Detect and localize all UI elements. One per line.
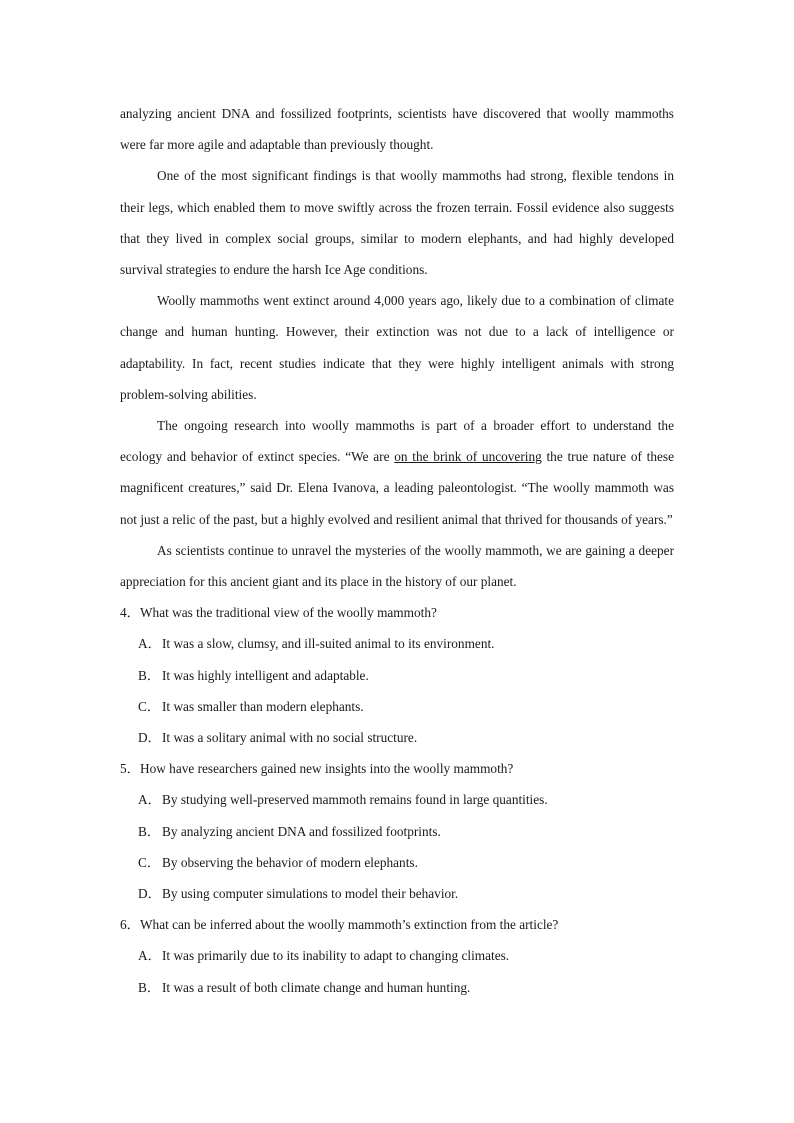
- option-letter: B．: [138, 667, 161, 683]
- option-text: By analyzing ancient DNA and fossilized footprints.: [162, 823, 441, 839]
- option-text: It was highly intelligent and adaptable.: [162, 667, 369, 683]
- option-b: [120, 660, 674, 691]
- option-letter: C．: [138, 854, 161, 870]
- option-letter: B．: [138, 979, 161, 995]
- question-stem: [120, 909, 674, 940]
- question-text: What was the traditional view of the woolly mammoth?: [140, 605, 437, 621]
- option-text: By observing the behavior of modern elephants.: [162, 854, 418, 870]
- article-paragraph-2: One of the most significant findings is that woolly mammoths had strong, flexible tendons in their legs, which enabled them to move swiftly across the frozen terrain. Fossil evidence also suggests that they lived in complex social groups, similar to modern elephants, and had highly developed survival strategies to endure the harsh Ice Age conditions.: [120, 168, 674, 278]
- paragraph-4-text-after: the true nature of these magnificent creatures,” said Dr. Elena Ivanova, a leading paleontologist. “The woolly mammoth was not just a relic of the past, but a highly evolved and resilient animal that thrived for thousands of years.”: [120, 449, 674, 527]
- question-number: 4．: [120, 605, 140, 621]
- question-5: [120, 753, 674, 909]
- option-a: [120, 940, 674, 971]
- option-text: By studying well-preserved mammoth remains found in large quantities.: [162, 792, 548, 808]
- option-letter: C．: [138, 698, 161, 714]
- option-letter: D．: [138, 886, 161, 902]
- article-paragraph-4: [120, 410, 674, 535]
- option-c: [120, 691, 674, 722]
- option-d: [120, 722, 674, 753]
- option-text: It was primarily due to its inability to adapt to changing climates.: [162, 948, 510, 964]
- option-text: It was a slow, clumsy, and ill-suited animal to its environment.: [162, 636, 495, 652]
- option-a: [120, 628, 674, 659]
- option-text: It was smaller than modern elephants.: [162, 698, 364, 714]
- option-text: By using computer simulations to model their behavior.: [162, 886, 459, 902]
- underlined-phrase: on the brink of uncovering: [394, 449, 542, 465]
- question-stem: [120, 753, 674, 784]
- option-letter: D．: [138, 730, 161, 746]
- option-d: [120, 878, 674, 909]
- article-paragraph-5: As scientists continue to unravel the mysteries of the woolly mammoth, we are gaining a deeper appreciation for this ancient giant and its place in the history of our planet.: [120, 542, 674, 590]
- question-text: How have researchers gained new insights into the woolly mammoth?: [140, 761, 514, 777]
- option-b: [120, 972, 674, 1003]
- option-text: It was a solitary animal with no social structure.: [162, 730, 418, 746]
- article-paragraph-1: analyzing ancient DNA and fossilized footprints, scientists have discovered that woolly mammoths were far more agile and adaptable than previously thought.: [120, 106, 674, 153]
- option-text: It was a result of both climate change and human hunting.: [162, 979, 471, 995]
- option-letter: A．: [138, 948, 161, 964]
- option-letter: A．: [138, 792, 161, 808]
- question-text: What can be inferred about the woolly mammoth’s extinction from the article?: [140, 917, 559, 933]
- question-stem: [120, 597, 674, 628]
- paragraph-4-text-before: The ongoing research into woolly mammoths is part of a broader effort to understand the ecology and behavior of extinct species. “We are: [120, 418, 674, 465]
- option-letter: A．: [138, 636, 161, 652]
- option-c: [120, 847, 674, 878]
- question-6: [120, 909, 674, 1003]
- option-a: [120, 784, 674, 815]
- question-number: 5．: [120, 761, 140, 777]
- article-paragraph-3: Woolly mammoths went extinct around 4,000 years ago, likely due to a combination of climate change and human hunting. However, their extinction was not due to a lack of intelligence or adaptability. In fact, recent studies indicate that they were highly intelligent animals with strong problem-solving abilities.: [120, 293, 674, 402]
- document-content: [120, 98, 674, 1003]
- option-b: [120, 816, 674, 847]
- question-4: [120, 597, 674, 753]
- option-letter: B．: [138, 823, 161, 839]
- question-number: 6．: [120, 917, 140, 933]
